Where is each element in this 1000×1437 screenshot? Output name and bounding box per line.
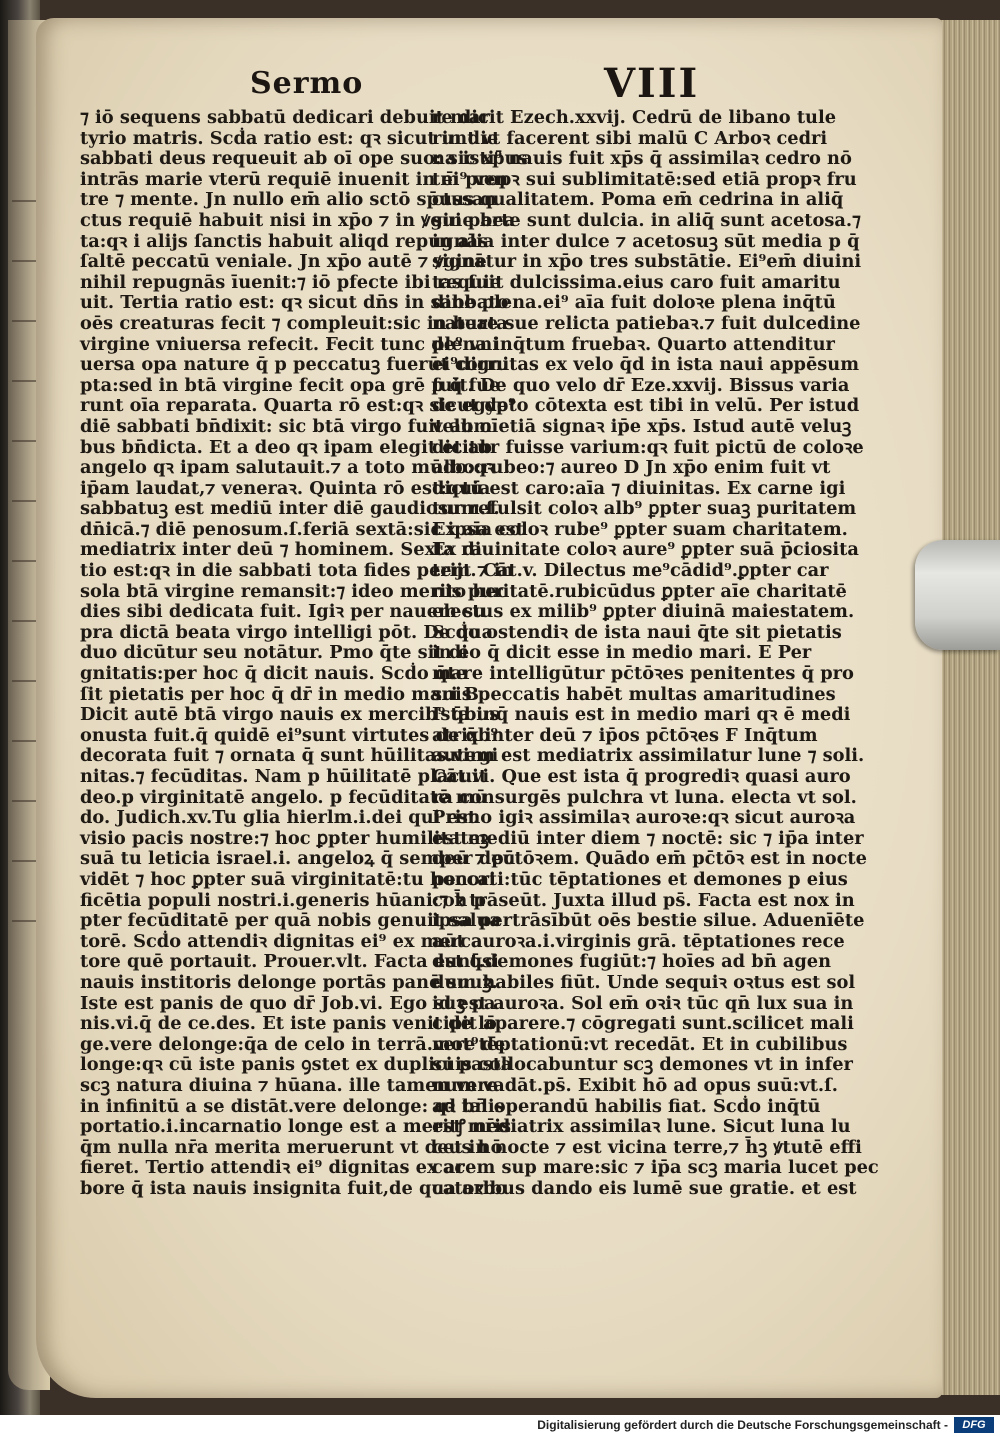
text-line: bore q̄ ista nauis insignita fuit,de qua arbo bbox=[80, 1177, 508, 1199]
text-line: tm̄ propꝛ sui sublimitatē:sed etiā propꝛ fru bbox=[432, 168, 857, 190]
text-line: electus ex milib⁹ ꝑpter diuinā maiestatem. bbox=[432, 601, 855, 623]
text-line: catoꝛibus dando eis lumē sue gratie. et est bbox=[432, 1177, 857, 1199]
text-line: portatio.i.incarnatio longe est a meritꝭ nr̄is bbox=[80, 1116, 511, 1138]
text-line: ficētia populi nostri.i.generis hūani:⁊ h̄ p bbox=[80, 889, 486, 911]
text-line: dies sibi dedicata fuit. Igiꝛ per nauem su bbox=[80, 601, 487, 623]
text-line: in eo q̄ dicit esse in medio mari. E Per bbox=[432, 642, 812, 664]
text-line: sui parte sunt dulcia. in aliq̄ sunt acetosa.⁊ bbox=[432, 209, 861, 231]
running-header-right: VIII bbox=[604, 60, 700, 107]
text-line: duo dicūtur seu notātur. Pmo q̄te sit di bbox=[80, 642, 469, 664]
text-line: ta:qꝛ i alijs ſanctis habuit aliqd repugnās bbox=[80, 230, 489, 252]
text-line: decorata fuit ⁊ ornata q̄ sunt hūilitas.virgi bbox=[80, 745, 499, 767]
text-line: q̄m nulla nr̄a merita meruerunt vt deus hō bbox=[80, 1136, 503, 1158]
text-line: dine plena.ei⁹ aīa fuit doloꝛe plena inq̄tū bbox=[432, 292, 836, 314]
text-line: nauis institoris delonge portās panē suuꝫ. bbox=[80, 971, 498, 993]
text-line: do. Judich.xv.Tu glia hierlm.i.dei qui est bbox=[80, 807, 477, 829]
text-line: in infinitū a se distāt.vere delonge: qꝛ talis bbox=[80, 1095, 505, 1117]
text-line: ⁊ iō sequens sabbatū dedicari debuit mar bbox=[80, 107, 490, 128]
text-line: pter fecūditatē per quā nobis genuit salua bbox=[80, 910, 501, 932]
text-line: ipsa pertrāsībūt oēs bestie silue. Aduenīēte bbox=[432, 910, 865, 932]
running-header-left: Sermo bbox=[250, 66, 364, 101]
page-clip bbox=[915, 540, 1000, 650]
text-line: tem. Cāt.v. Dilectus me⁹cādid⁹.ꝑpter car bbox=[432, 560, 829, 582]
text-line: Primo igiꝛ assimilaꝛ auroꝛe:qꝛ sicut auroꝛa bbox=[432, 807, 856, 829]
text-line: pra dictā beata virgo intelligi pōt. De qua bbox=[80, 621, 494, 643]
text-line: gnitatis:per hoc q̄ dicit nauis. Scḋo q̄te bbox=[80, 663, 467, 685]
text-line: ei⁹dignitas ex velo q̄d in ista naui appēsum bbox=[432, 354, 860, 376]
text-line: dum habiles fiūt. Unde sequiꝛ oꝛtus est sol bbox=[432, 971, 856, 993]
footer-bar bbox=[0, 1415, 1000, 1437]
text-line: ctus requiē habuit nisi in xp̄o ⁊ in ꝟgine bea bbox=[80, 209, 516, 231]
text-column-right bbox=[432, 107, 879, 1199]
text-line: ſaltē peccatū veniale. Jn xp̄o autē ⁊ ꝟgine bbox=[80, 251, 487, 273]
text-line: ip̄am laudat,⁊ veneraꝛ. Quinta rō est:quia bbox=[80, 477, 491, 499]
text-line: scꝫ natura diuina ⁊ hūana. ille tamen vere bbox=[80, 1074, 498, 1096]
text-line: cipit aparere.⁊ cōgregati sunt.scilicet mali bbox=[432, 1013, 854, 1035]
text-line: autem est mediatrix assimilatur lune ⁊ soli. bbox=[432, 745, 865, 767]
text-line: tur refulsit coloꝛ alb⁹ ꝑpter suaꝫ puritatem bbox=[432, 498, 857, 520]
text-line: coꝛ trāseūt. Juxta illud ps̄. Facta est nox in bbox=[432, 889, 855, 911]
text-line: Dicit autē btā virgo nauis ex mercib⁹ q̄bus bbox=[80, 704, 500, 726]
text-line: runt vt facerent sibi malū C Arboꝛ cedri bbox=[432, 127, 828, 149]
text-line: torē. Scḋo attendiꝛ dignitas ei⁹ ex merca bbox=[80, 930, 483, 952]
text-line: Iste est panis de quo dr̄ Job.vi. Ego suꝫ pa bbox=[80, 992, 496, 1014]
text-line: ge.vere delonge:q̄a de celo in terrā.vere de bbox=[80, 1033, 506, 1055]
text-line: id est auroꝛa. Sol em̄ oꝛiꝛ tūc qn̄ lux sua in bbox=[432, 992, 854, 1014]
text-line: bus bn̄dicta. Et a deo qꝛ ipam elegit et ab bbox=[80, 436, 492, 458]
text-line: dictū est caro:aīa ⁊ diuinitas. Ex carne igi bbox=[432, 477, 846, 499]
text-line: albo:rubeo:⁊ aureo D Jn xp̄o enim fuit vt bbox=[432, 457, 831, 479]
text-line: longe:qꝛ cū iste panis ꝯstet ex duplici pasta bbox=[80, 1054, 513, 1076]
text-line: plena inq̄tum fruebaꝛ. Quarto attenditur bbox=[432, 333, 835, 355]
text-line: sabbati deus requeuit ab oī ope suo: sic xp̄us bbox=[80, 148, 528, 170]
text-line: tore quē portauit. Prouer.vlt. Facta est q̄si bbox=[80, 951, 499, 973]
text-line: suis collocabuntur scꝫ demones vt in infer bbox=[432, 1054, 853, 1076]
text-line: mot⁹tēptationū:vt recedāt. Et in cubilibus bbox=[432, 1033, 848, 1055]
text-line: diē sabbati bn̄dixit: sic btā virgo fuit ab oī bbox=[80, 415, 499, 437]
text-line: uersa opa nature q̄ p peccatuꝫ fuerūt corru bbox=[80, 354, 510, 376]
text-line: nis puritatē.rubicūdus ꝑpter aīe charitatē bbox=[432, 580, 847, 602]
text-line: oēs creaturas fecit ⁊ compleuit:sic in beata bbox=[80, 312, 508, 334]
text-line: aūt auroꝛa.i.virginis grā. tēptationes rece bbox=[432, 930, 845, 952]
text-line: cacem sup mare:sic ⁊ ip̄a scꝫ maria lucet pec bbox=[432, 1157, 879, 1179]
text-line: sabbatuꝫ est mediū inter diē gaudiosum.ſ. bbox=[80, 498, 500, 520]
text-line: ſit pietatis per hoc q̄ dr̄ in medio mari B bbox=[80, 683, 479, 705]
text-line: virgine vniuersa refecit. Fecit tunc de⁹ vni bbox=[80, 333, 500, 355]
text-line: tas fuit dulcissima.eius caro fuit amaritu bbox=[432, 271, 841, 293]
text-line: ra consurgēs pulchra vt luna. electa vt sol. bbox=[432, 786, 857, 808]
text-line: cet in nocte ⁊ est vicina terre,⁊ h̄ꝫ ꝟtutē effi bbox=[432, 1136, 862, 1158]
text-line: onusta fuit.q̄ quidē ei⁹sunt virtutes de q̄b⁹ bbox=[80, 724, 499, 746]
text-line: dunt.demones fugiūt:⁊ hoīes ad bn̄ agen bbox=[432, 951, 832, 973]
text-line: deo.p virginitatē angelo. p fecūditatē mū bbox=[80, 786, 488, 808]
text-line: tyrio matris. Scḋa ratio est: qꝛ sicut in die bbox=[80, 127, 499, 149]
text-line: Ex diuinitate coloꝛ aure⁹ ꝑpter suā p̄ciosita bbox=[432, 539, 859, 561]
text-line: dicitur fuisse varium:qꝛ fuit pictū de coloꝛe bbox=[432, 436, 864, 458]
text-line: nihil repugnās īuenit:⁊ iō pfecte ibi requie bbox=[80, 271, 501, 293]
text-line: nis.vi.q̄ de ce.des. Et iste panis venit de lō bbox=[80, 1013, 497, 1035]
text-line: uit. Tertia ratio est: qꝛ sicut dn̄s in sabbato bbox=[80, 292, 509, 314]
text-line: Cāt.vi. Que est ista q̄ progrediꝛ quasi auro bbox=[432, 766, 851, 787]
text-line: ad bn̄ operandū habilis fiat. Scḋo inq̄tū bbox=[432, 1095, 821, 1117]
text-line: nature sue relicta patiebaꝛ.⁊ fuit dulcedine bbox=[432, 312, 861, 334]
text-line: deū ⁊ pc̄tōꝛem. Quādo em̄ pc̄tōꝛ est in nocte bbox=[432, 848, 867, 870]
text-line: est mediū inter diem ⁊ noctē: sic ⁊ ip̄a inter bbox=[432, 827, 864, 849]
text-line: runt oīa reparata. Quarta rō est:qꝛ sicut de⁹ bbox=[80, 395, 516, 417]
text-line: suis peccatis habēt multas amaritudines bbox=[432, 683, 836, 705]
text-line: Ex aīa coloꝛ rube⁹ ꝑpter suam charitatem. bbox=[432, 518, 848, 540]
text-line: tre ⁊ mente. Jn nullo em̄ alio sctō sp̄ussan bbox=[80, 189, 497, 211]
text-line: velum etiā signaꝛ ip̄e xp̄s. Istud autē veluꝫ bbox=[432, 415, 852, 437]
text-line: tio est:qꝛ in die sabbati tota fides perijt ⁊ in bbox=[80, 560, 514, 582]
text-line: angelo qꝛ ipam salutauit.⁊ a toto mūdo:qꝛ bbox=[80, 457, 495, 479]
text-line: visio pacis nostre:⁊ hoc ꝑpter humilitateꝫ bbox=[80, 827, 489, 849]
text-line: intrās marie vterū requiē inuenit in ei⁹ ven bbox=[80, 168, 509, 190]
page-stack-edge bbox=[936, 20, 1000, 1395]
text-line: suā tu leticia israel.i. angeloꝝ q̄ semper deū bbox=[80, 848, 516, 870]
text-line: Scḋo ostendiꝛ de ista naui q̄te sit pietatis bbox=[432, 621, 842, 643]
text-line: de egypto cōtexta est tibi in velū. Per istud bbox=[432, 395, 860, 417]
text-line: nitas.⁊ fecūditas. Nam p hūilitatē placuit bbox=[80, 766, 488, 787]
text-line: re dicit Ezech.xxvij. Cedrū de libano tule bbox=[432, 107, 837, 128]
text-line: atrix inter deū ⁊ ip̄os pc̄tōꝛes F Inq̄tum bbox=[432, 724, 818, 746]
text-line: peccati:tūc tēptationes et demones p eius bbox=[432, 868, 848, 890]
funding-notice: Digitalisierung gefördert durch die Deutsche Forschungsgemeinschaft - bbox=[537, 1418, 948, 1432]
text-line: in alia inter dulce ⁊ acetosuꝫ sūt media p q̄ bbox=[432, 230, 860, 252]
text-line: num vadāt.ps̄. Exibit hō ad opus suū:vt.ſ. bbox=[432, 1074, 838, 1096]
text-line: vidēt ⁊ hoc ꝑpter suā virginitatē:tu honori bbox=[80, 868, 496, 890]
text-line: pta:sed in btā virgine fecit opa grē p q̄ fue bbox=[80, 374, 501, 396]
text-line: est mediatrix assimilaꝛ lune. Sicut luna lu bbox=[432, 1116, 851, 1138]
text-line: na isti⁹ nauis fuit xp̄s q̄ assimilaꝛ cedro nō bbox=[432, 148, 852, 170]
text-column-left bbox=[80, 107, 528, 1199]
text-line: mare intelligūtur pc̄tōꝛes penitentes q̄ pro bbox=[432, 663, 854, 685]
text-line: mediatrix inter deū ⁊ hominem. Sexta ra bbox=[80, 539, 482, 561]
text-line: signātur in xp̄o tres substātie. Ei⁹em̄ diuini bbox=[432, 251, 862, 273]
text-line: fieret. Tertio attendiꝛ ei⁹ dignitas ex ar bbox=[80, 1157, 465, 1179]
text-line: sola btā virgine remansit:⁊ ideo merito hec bbox=[80, 580, 508, 602]
text-line: dn̄icā.⁊ diē penosum.ſ.feriā sextā:sic ipsa est bbox=[80, 518, 524, 540]
text-line: Ista inq̄ nauis est in medio mari qꝛ ē medi bbox=[432, 704, 851, 726]
dfg-logo: DFG bbox=[954, 1417, 994, 1433]
text-line: fuit. De quo velo dr̄ Eze.xxvij. Bissus varia bbox=[432, 374, 850, 396]
text-line: ctus qualitatem. Poma em̄ cedrina in aliq̄ bbox=[432, 189, 844, 211]
